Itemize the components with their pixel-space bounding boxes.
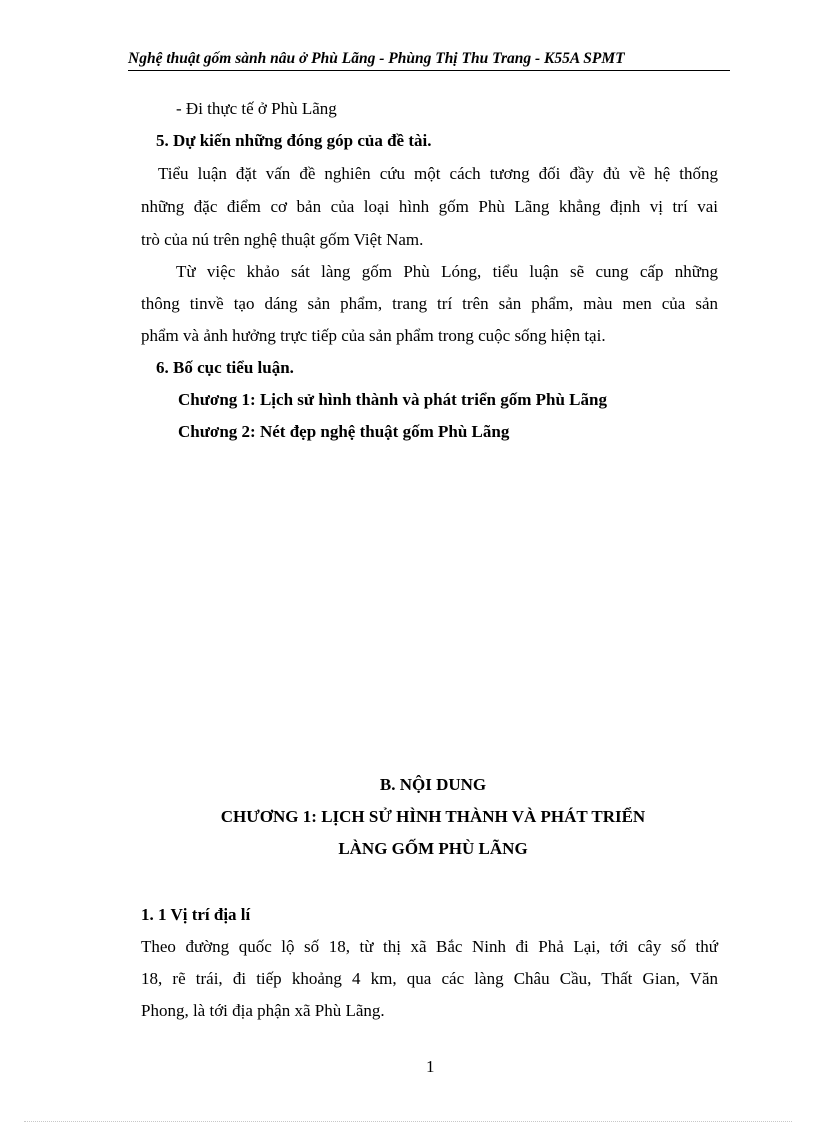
section-1-1-line2: 18, rẽ trái, đi tiếp khoảng 4 km, qua các làng Châu Cầu, Thất Gian, Văn [141,969,718,988]
chapter-title-line1: CHƯƠNG 1: LỊCH SỬ HÌNH THÀNH VÀ PHÁT TRIỂN [220,807,646,826]
para2-line2: thông tinvề tạo dáng sản phẩm, trang trí trên sản phẩm, màu men của sản [141,294,718,313]
part-b-title: B. NỘI DUNG [379,775,487,794]
section-6-heading: 6. Bố cục tiểu luận. [156,358,294,377]
section-1-1-line1: Theo đường quốc lộ số 18, từ thị xã Bắc Ninh đi Phả Lại, tới cây số thứ [141,937,718,956]
page-bottom-rule [24,1121,792,1122]
para1-line1: Tiểu luận đặt vấn đề nghiên cứu một cách tương đối đầy đủ về hệ thống [158,164,718,183]
chapter-1-outline: Chương 1: Lịch sử hình thành và phát triển gốm Phù Lãng [178,390,607,409]
chapter-2-outline: Chương 2: Nét đẹp nghệ thuật gốm Phù Lãng [178,422,510,441]
page-number: 1 [426,1057,435,1076]
para1-line2: những đặc điểm cơ bản của loại hình gốm Phù Lãng khẳng định vị trí vai [141,197,718,216]
chapter-title-line2: LÀNG GỐM PHÙ LÃNG [338,839,528,858]
para2-line3: phẩm và ảnh hưởng trực tiếp của sản phẩm trong cuộc sống hiện tại. [141,326,606,345]
header-rule [128,70,730,71]
section-1-1-heading: 1. 1 Vị trí địa lí [141,905,251,924]
section-1-1-line3: Phong, là tới địa phận xã Phù Lãng. [141,1001,385,1020]
section-5-heading: 5. Dự kiến những đóng góp của đề tài. [156,131,432,150]
para2-line1: Từ việc khảo sát làng gốm Phù Lóng, tiểu luận sẽ cung cấp những [176,262,718,281]
bullet-field-trip: - Đi thực tế ở Phù Lãng [176,99,337,118]
running-header: Nghệ thuật gốm sành nâu ở Phù Lãng - Phùng Thị Thu Trang - K55A SPMT [128,50,625,67]
para1-line3: trò của nú trên nghệ thuật gốm Việt Nam. [141,230,424,249]
